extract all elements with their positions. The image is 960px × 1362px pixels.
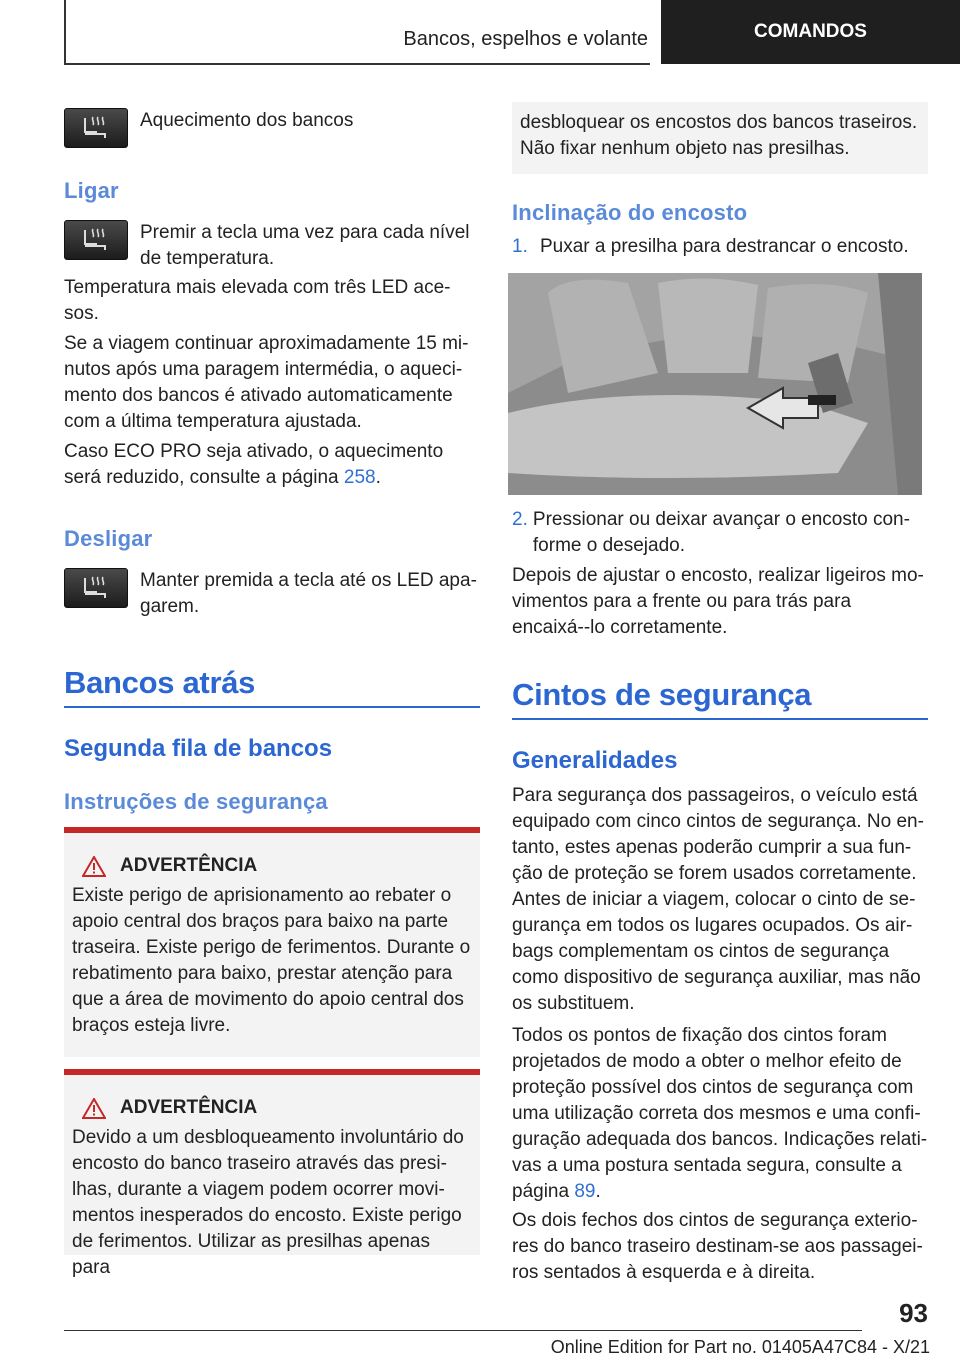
eco-text: Caso ECO PRO seja ativado, o aquecimento será reduzido, consulte a página <box>64 441 444 488</box>
step-1-number: 1. <box>512 236 528 257</box>
desligar-instruction: Manter premida a tecla até os LED apa-garem. <box>140 570 477 617</box>
warning-title-text: ADVERTÊNCIA <box>120 1097 258 1118</box>
step-1 <box>512 234 928 260</box>
warning-text-1: Existe perigo de aprisionamento ao rebater o apoio central dos braços para baixo na parte traseira. Existe perigo de ferimentos. Durante o rebatimento para baixo, prestar atenção para que a área de movimento do apoio central dos braços esteja livre. <box>72 885 471 1036</box>
header-divider-left <box>64 0 66 64</box>
heading-segunda-fila: Segunda fila de bancos <box>64 735 333 762</box>
seat-heating-icon <box>64 108 128 148</box>
paragraph-eco-pro <box>64 439 480 491</box>
heading-inclinacao: Inclinação do encosto <box>512 200 748 225</box>
step-2-text: Pressionar ou deixar avançar o encosto con-forme o desejado. <box>532 509 910 556</box>
paragraph-after-adjust: Depois de ajustar o encosto, realizar ligeiros mo-vimentos para a frente ou para trás para encaixá--lo corretamente. <box>512 565 924 638</box>
heading-generalidades: Generalidades <box>512 747 678 774</box>
warning-title-text: ADVERTÊNCIA <box>120 855 258 876</box>
warning-triangle-icon <box>82 856 106 877</box>
warning-text-2: Devido a um desbloqueamento involuntário do encosto do banco traseiro através das presi-lhas, durante a viagem podem ocorrer movi-mentos inesperados do encosto. Existe perigo de ferimentos. Utilizar as presilhas apenas para <box>72 1127 464 1278</box>
heading-cintos: Cintos de segurança <box>512 677 812 712</box>
footer-edition: Online Edition for Part no. 01405A47C84 - X/21 <box>550 1337 930 1357</box>
page-number: 93 <box>899 1298 928 1328</box>
header-section-title: Bancos, espelhos e volante <box>403 28 648 50</box>
heading-bancos-atras: Bancos atrás <box>64 665 256 700</box>
paragraph-trip: Se a viagem continuar aproximadamente 15 mi-nutos após uma paragem intermédia, o aqueci-mento dos bancos é ativado automaticamente com a última temperatura ajustada. <box>64 333 469 432</box>
seat-heating-label: Aquecimento dos bancos <box>140 110 354 131</box>
paragraph-gen-3 <box>512 1023 928 1205</box>
ligar-instruction: Premir a tecla uma vez para cada nível de temperatura. <box>140 222 470 269</box>
ligar-row <box>64 220 480 272</box>
rear-seat-photo <box>508 273 922 495</box>
footer-rule <box>64 1330 862 1331</box>
paragraph-gen-4: Os dois fechos dos cintos de segurança exterio-res do banco traseiro destinam-se aos passagei-ros sentados à esquerda e à direita. <box>512 1210 923 1283</box>
heading-desligar: Desligar <box>64 526 153 551</box>
step-2-number: 2. <box>512 509 528 530</box>
gen3-text-end: . <box>595 1181 601 1202</box>
section-rule <box>64 706 480 708</box>
desligar-row <box>64 568 480 620</box>
warning-title-1 <box>82 855 472 877</box>
section-rule <box>512 718 928 720</box>
header-chapter-tab <box>661 0 960 64</box>
paragraph-gen-2: Antes de iniciar a viagem, colocar o cinto de se-gurança em todos os lugares ocupados. Os air-bags complementam os cintos de segurança como dispositivo de segurança auxiliar, mas não os substituem. <box>512 889 921 1014</box>
warning-title-2 <box>82 1097 472 1119</box>
seat-heating-icon <box>64 568 128 608</box>
step-2 <box>512 507 928 559</box>
page-link-258[interactable]: 258 <box>343 467 376 488</box>
seat-heating-icon <box>64 220 128 260</box>
gen3-text: Todos os pontos de fixação dos cintos foram projetados de modo a obter o melhor efeito de proteção possível dos cintos de segurança com uma utilização correta dos mesmos e uma confi-guração adequada dos bancos. Indicações relati-vas a uma postura sentada segura, consulte a página <box>512 1025 928 1202</box>
warning-triangle-icon <box>82 1098 106 1119</box>
paragraph-temperature: Temperatura mais elevada com três LED ace-sos. <box>64 277 451 324</box>
warning-box-2 <box>64 1069 480 1278</box>
header-divider-bottom <box>64 63 650 65</box>
paragraph-gen-1: Para segurança dos passageiros, o veículo está equipado com cinco cintos de segurança. No en-tanto, estes apenas poderão cumprir a sua fun-ção de proteção se forem usados corretamente. <box>512 785 924 884</box>
eco-text-end: . <box>375 467 381 488</box>
warning-continuation <box>512 102 928 174</box>
heading-instrucoes-seguranca: Instruções de segurança <box>64 789 328 814</box>
warning-continuation-text: desbloquear os encostos dos bancos traseiros. Não fixar nenhum objeto nas presilhas. <box>520 112 918 159</box>
heading-ligar: Ligar <box>64 178 119 203</box>
seat-heating-row <box>64 108 480 148</box>
warning-box-1 <box>64 827 480 1057</box>
page-link-89[interactable]: 89 <box>574 1181 596 1202</box>
step-1-text: Puxar a presilha para destrancar o encosto. <box>540 236 909 257</box>
header-chapter-label: COMANDOS <box>754 21 867 42</box>
